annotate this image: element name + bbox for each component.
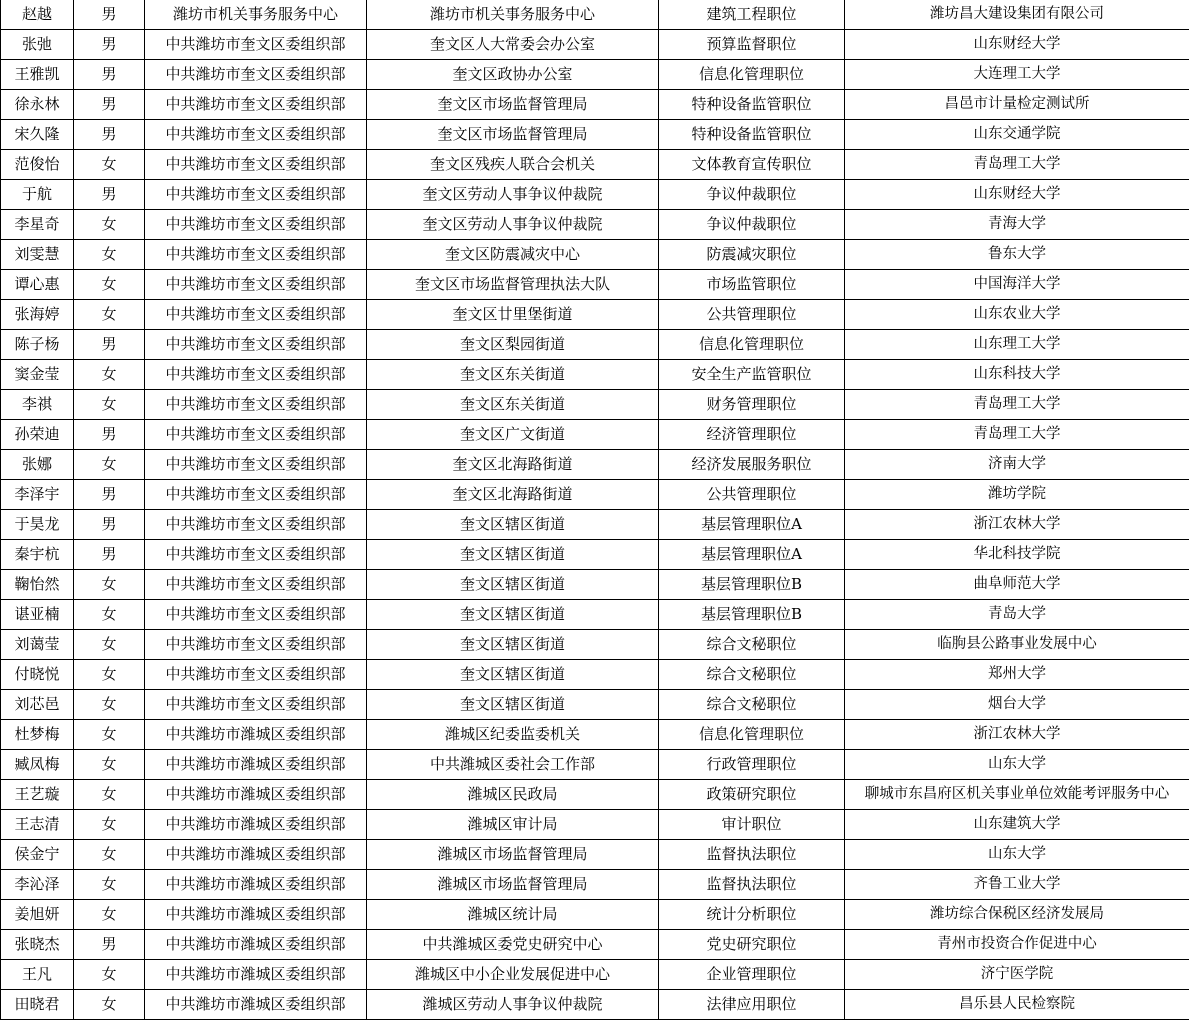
name-cell: 秦宇杭 bbox=[1, 540, 74, 570]
gender-cell: 女 bbox=[74, 450, 145, 480]
position-cell: 审计职位 bbox=[659, 810, 845, 840]
gender-cell: 女 bbox=[74, 720, 145, 750]
table-row bbox=[1, 960, 1189, 990]
organizer-cell: 中共潍坊市潍城区委组织部 bbox=[145, 840, 367, 870]
work-study-cell: 中国海洋大学 bbox=[845, 270, 1189, 300]
organizer-cell: 中共潍坊市奎文区委组织部 bbox=[145, 570, 367, 600]
table-body bbox=[1, 0, 1189, 1020]
unit-cell: 奎文区北海路街道 bbox=[367, 450, 659, 480]
gender-cell: 男 bbox=[74, 120, 145, 150]
unit-cell: 潍城区劳动人事争议仲裁院 bbox=[367, 990, 659, 1020]
unit-cell: 奎文区梨园街道 bbox=[367, 330, 659, 360]
organizer-cell: 中共潍坊市奎文区委组织部 bbox=[145, 690, 367, 720]
unit-cell: 奎文区辖区街道 bbox=[367, 600, 659, 630]
table-row bbox=[1, 30, 1189, 60]
organizer-cell: 中共潍坊市奎文区委组织部 bbox=[145, 450, 367, 480]
work-study-cell: 齐鲁工业大学 bbox=[845, 870, 1189, 900]
gender-cell: 男 bbox=[74, 0, 145, 30]
organizer-cell: 中共潍坊市潍城区委组织部 bbox=[145, 990, 367, 1020]
unit-cell: 奎文区北海路街道 bbox=[367, 480, 659, 510]
work-study-cell: 山东理工大学 bbox=[845, 330, 1189, 360]
name-cell: 张弛 bbox=[1, 30, 74, 60]
position-cell: 预算监督职位 bbox=[659, 30, 845, 60]
gender-cell: 女 bbox=[74, 960, 145, 990]
position-cell: 统计分析职位 bbox=[659, 900, 845, 930]
position-cell: 基层管理职位B bbox=[659, 600, 845, 630]
name-cell: 徐永林 bbox=[1, 90, 74, 120]
table-row bbox=[1, 840, 1189, 870]
position-cell: 公共管理职位 bbox=[659, 300, 845, 330]
name-cell: 王志清 bbox=[1, 810, 74, 840]
table-row bbox=[1, 630, 1189, 660]
unit-cell: 潍城区民政局 bbox=[367, 780, 659, 810]
organizer-cell: 中共潍坊市奎文区委组织部 bbox=[145, 330, 367, 360]
work-study-cell: 济宁医学院 bbox=[845, 960, 1189, 990]
name-cell: 张晓杰 bbox=[1, 930, 74, 960]
position-cell: 信息化管理职位 bbox=[659, 60, 845, 90]
position-cell: 综合文秘职位 bbox=[659, 690, 845, 720]
table-row bbox=[1, 540, 1189, 570]
position-cell: 监督执法职位 bbox=[659, 870, 845, 900]
gender-cell: 男 bbox=[74, 480, 145, 510]
name-cell: 刘雯慧 bbox=[1, 240, 74, 270]
unit-cell: 潍城区市场监督管理局 bbox=[367, 870, 659, 900]
organizer-cell: 中共潍坊市奎文区委组织部 bbox=[145, 150, 367, 180]
unit-cell: 奎文区辖区街道 bbox=[367, 540, 659, 570]
organizer-cell: 中共潍坊市潍城区委组织部 bbox=[145, 930, 367, 960]
work-study-cell: 青海大学 bbox=[845, 210, 1189, 240]
name-cell: 刘芯邑 bbox=[1, 690, 74, 720]
gender-cell: 女 bbox=[74, 300, 145, 330]
unit-cell: 奎文区辖区街道 bbox=[367, 690, 659, 720]
work-study-cell: 青岛理工大学 bbox=[845, 420, 1189, 450]
name-cell: 陈子杨 bbox=[1, 330, 74, 360]
name-cell: 于航 bbox=[1, 180, 74, 210]
table-row bbox=[1, 180, 1189, 210]
work-study-cell: 浙江农林大学 bbox=[845, 510, 1189, 540]
gender-cell: 女 bbox=[74, 360, 145, 390]
organizer-cell: 中共潍坊市潍城区委组织部 bbox=[145, 870, 367, 900]
gender-cell: 男 bbox=[74, 30, 145, 60]
table-row bbox=[1, 60, 1189, 90]
gender-cell: 男 bbox=[74, 930, 145, 960]
organizer-cell: 中共潍坊市奎文区委组织部 bbox=[145, 390, 367, 420]
name-cell: 杜梦梅 bbox=[1, 720, 74, 750]
organizer-cell: 中共潍坊市潍城区委组织部 bbox=[145, 720, 367, 750]
unit-cell: 奎文区东关街道 bbox=[367, 390, 659, 420]
organizer-cell: 中共潍坊市奎文区委组织部 bbox=[145, 510, 367, 540]
work-study-cell: 烟台大学 bbox=[845, 690, 1189, 720]
gender-cell: 女 bbox=[74, 810, 145, 840]
name-cell: 王雅凯 bbox=[1, 60, 74, 90]
table-row bbox=[1, 720, 1189, 750]
gender-cell: 女 bbox=[74, 660, 145, 690]
work-study-cell: 青岛理工大学 bbox=[845, 390, 1189, 420]
gender-cell: 男 bbox=[74, 180, 145, 210]
gender-cell: 女 bbox=[74, 990, 145, 1020]
table-row bbox=[1, 600, 1189, 630]
name-cell: 李沁泽 bbox=[1, 870, 74, 900]
unit-cell: 奎文区人大常委会办公室 bbox=[367, 30, 659, 60]
position-cell: 经济管理职位 bbox=[659, 420, 845, 450]
gender-cell: 男 bbox=[74, 510, 145, 540]
name-cell: 李星奇 bbox=[1, 210, 74, 240]
work-study-cell: 鲁东大学 bbox=[845, 240, 1189, 270]
organizer-cell: 中共潍坊市奎文区委组织部 bbox=[145, 240, 367, 270]
table-row bbox=[1, 420, 1189, 450]
table-row bbox=[1, 870, 1189, 900]
name-cell: 宋久隆 bbox=[1, 120, 74, 150]
position-cell: 基层管理职位B bbox=[659, 570, 845, 600]
gender-cell: 女 bbox=[74, 840, 145, 870]
table-row bbox=[1, 930, 1189, 960]
unit-cell: 潍城区审计局 bbox=[367, 810, 659, 840]
position-cell: 特种设备监管职位 bbox=[659, 120, 845, 150]
table-row bbox=[1, 900, 1189, 930]
name-cell: 谭心惠 bbox=[1, 270, 74, 300]
work-study-cell: 昌邑市计量检定测试所 bbox=[845, 90, 1189, 120]
work-study-cell: 聊城市东昌府区机关事业单位效能考评服务中心 bbox=[845, 780, 1189, 810]
gender-cell: 女 bbox=[74, 870, 145, 900]
unit-cell: 潍坊市机关事务服务中心 bbox=[367, 0, 659, 30]
table-row bbox=[1, 210, 1189, 240]
organizer-cell: 中共潍坊市奎文区委组织部 bbox=[145, 60, 367, 90]
unit-cell: 奎文区市场监督管理局 bbox=[367, 90, 659, 120]
unit-cell: 奎文区防震减灾中心 bbox=[367, 240, 659, 270]
name-cell: 王艺璇 bbox=[1, 780, 74, 810]
name-cell: 姜旭妍 bbox=[1, 900, 74, 930]
unit-cell: 潍城区纪委监委机关 bbox=[367, 720, 659, 750]
name-cell: 李泽宇 bbox=[1, 480, 74, 510]
position-cell: 争议仲裁职位 bbox=[659, 180, 845, 210]
gender-cell: 女 bbox=[74, 240, 145, 270]
unit-cell: 奎文区东关街道 bbox=[367, 360, 659, 390]
organizer-cell: 中共潍坊市奎文区委组织部 bbox=[145, 210, 367, 240]
unit-cell: 奎文区广文街道 bbox=[367, 420, 659, 450]
name-cell: 孙荣迪 bbox=[1, 420, 74, 450]
position-cell: 党史研究职位 bbox=[659, 930, 845, 960]
work-study-cell: 山东农业大学 bbox=[845, 300, 1189, 330]
table-row bbox=[1, 0, 1189, 30]
gender-cell: 男 bbox=[74, 330, 145, 360]
unit-cell: 奎文区劳动人事争议仲裁院 bbox=[367, 210, 659, 240]
organizer-cell: 中共潍坊市奎文区委组织部 bbox=[145, 300, 367, 330]
unit-cell: 奎文区残疾人联合会机关 bbox=[367, 150, 659, 180]
work-study-cell: 山东财经大学 bbox=[845, 30, 1189, 60]
position-cell: 综合文秘职位 bbox=[659, 630, 845, 660]
unit-cell: 潍城区统计局 bbox=[367, 900, 659, 930]
work-study-cell: 浙江农林大学 bbox=[845, 720, 1189, 750]
name-cell: 于昊龙 bbox=[1, 510, 74, 540]
table-row bbox=[1, 90, 1189, 120]
gender-cell: 男 bbox=[74, 540, 145, 570]
name-cell: 王凡 bbox=[1, 960, 74, 990]
work-study-cell: 山东大学 bbox=[845, 840, 1189, 870]
unit-cell: 奎文区辖区街道 bbox=[367, 510, 659, 540]
position-cell: 争议仲裁职位 bbox=[659, 210, 845, 240]
work-study-cell: 济南大学 bbox=[845, 450, 1189, 480]
position-cell: 信息化管理职位 bbox=[659, 330, 845, 360]
gender-cell: 女 bbox=[74, 390, 145, 420]
organizer-cell: 中共潍坊市潍城区委组织部 bbox=[145, 960, 367, 990]
position-cell: 财务管理职位 bbox=[659, 390, 845, 420]
gender-cell: 女 bbox=[74, 630, 145, 660]
gender-cell: 女 bbox=[74, 210, 145, 240]
organizer-cell: 中共潍坊市奎文区委组织部 bbox=[145, 540, 367, 570]
organizer-cell: 中共潍坊市潍城区委组织部 bbox=[145, 780, 367, 810]
unit-cell: 奎文区劳动人事争议仲裁院 bbox=[367, 180, 659, 210]
organizer-cell: 中共潍坊市潍城区委组织部 bbox=[145, 900, 367, 930]
unit-cell: 中共潍城区委党史研究中心 bbox=[367, 930, 659, 960]
unit-cell: 奎文区市场监督管理执法大队 bbox=[367, 270, 659, 300]
position-cell: 综合文秘职位 bbox=[659, 660, 845, 690]
name-cell: 臧凤梅 bbox=[1, 750, 74, 780]
organizer-cell: 中共潍坊市奎文区委组织部 bbox=[145, 120, 367, 150]
gender-cell: 女 bbox=[74, 900, 145, 930]
work-study-cell: 曲阜师范大学 bbox=[845, 570, 1189, 600]
unit-cell: 潍城区中小企业发展促进中心 bbox=[367, 960, 659, 990]
organizer-cell: 中共潍坊市奎文区委组织部 bbox=[145, 90, 367, 120]
work-study-cell: 潍坊综合保税区经济发展局 bbox=[845, 900, 1189, 930]
table-row bbox=[1, 510, 1189, 540]
organizer-cell: 潍坊市机关事务服务中心 bbox=[145, 0, 367, 30]
unit-cell: 潍城区市场监督管理局 bbox=[367, 840, 659, 870]
position-cell: 信息化管理职位 bbox=[659, 720, 845, 750]
work-study-cell: 山东交通学院 bbox=[845, 120, 1189, 150]
gender-cell: 男 bbox=[74, 60, 145, 90]
table-row bbox=[1, 780, 1189, 810]
unit-cell: 奎文区辖区街道 bbox=[367, 630, 659, 660]
table-row bbox=[1, 330, 1189, 360]
work-study-cell: 山东大学 bbox=[845, 750, 1189, 780]
unit-cell: 中共潍城区委社会工作部 bbox=[367, 750, 659, 780]
work-study-cell: 青岛大学 bbox=[845, 600, 1189, 630]
organizer-cell: 中共潍坊市奎文区委组织部 bbox=[145, 180, 367, 210]
work-study-cell: 潍坊昌大建设集团有限公司 bbox=[845, 0, 1189, 30]
gender-cell: 女 bbox=[74, 690, 145, 720]
position-cell: 法律应用职位 bbox=[659, 990, 845, 1020]
position-cell: 防震减灾职位 bbox=[659, 240, 845, 270]
position-cell: 公共管理职位 bbox=[659, 480, 845, 510]
position-cell: 文体教育宣传职位 bbox=[659, 150, 845, 180]
unit-cell: 奎文区市场监督管理局 bbox=[367, 120, 659, 150]
gender-cell: 女 bbox=[74, 780, 145, 810]
table-row bbox=[1, 690, 1189, 720]
work-study-cell: 昌乐县人民检察院 bbox=[845, 990, 1189, 1020]
organizer-cell: 中共潍坊市奎文区委组织部 bbox=[145, 30, 367, 60]
unit-cell: 奎文区廿里堡街道 bbox=[367, 300, 659, 330]
position-cell: 监督执法职位 bbox=[659, 840, 845, 870]
name-cell: 田晓君 bbox=[1, 990, 74, 1020]
organizer-cell: 中共潍坊市潍城区委组织部 bbox=[145, 810, 367, 840]
work-study-cell: 华北科技学院 bbox=[845, 540, 1189, 570]
table-row bbox=[1, 240, 1189, 270]
table-row bbox=[1, 120, 1189, 150]
name-cell: 张海婷 bbox=[1, 300, 74, 330]
table-row bbox=[1, 300, 1189, 330]
work-study-cell: 大连理工大学 bbox=[845, 60, 1189, 90]
gender-cell: 男 bbox=[74, 420, 145, 450]
name-cell: 范俊怡 bbox=[1, 150, 74, 180]
organizer-cell: 中共潍坊市奎文区委组织部 bbox=[145, 420, 367, 450]
name-cell: 谌亚楠 bbox=[1, 600, 74, 630]
table-row bbox=[1, 270, 1189, 300]
name-cell: 李祺 bbox=[1, 390, 74, 420]
table-row bbox=[1, 360, 1189, 390]
organizer-cell: 中共潍坊市潍城区委组织部 bbox=[145, 750, 367, 780]
position-cell: 基层管理职位A bbox=[659, 510, 845, 540]
table-row bbox=[1, 810, 1189, 840]
name-cell: 窦金莹 bbox=[1, 360, 74, 390]
organizer-cell: 中共潍坊市奎文区委组织部 bbox=[145, 480, 367, 510]
name-cell: 赵越 bbox=[1, 0, 74, 30]
organizer-cell: 中共潍坊市奎文区委组织部 bbox=[145, 630, 367, 660]
table-row bbox=[1, 390, 1189, 420]
name-cell: 鞠怡然 bbox=[1, 570, 74, 600]
position-cell: 经济发展服务职位 bbox=[659, 450, 845, 480]
position-cell: 企业管理职位 bbox=[659, 960, 845, 990]
table-row bbox=[1, 480, 1189, 510]
table-row bbox=[1, 750, 1189, 780]
work-study-cell: 临朐县公路事业发展中心 bbox=[845, 630, 1189, 660]
gender-cell: 男 bbox=[74, 90, 145, 120]
gender-cell: 女 bbox=[74, 150, 145, 180]
unit-cell: 奎文区辖区街道 bbox=[367, 660, 659, 690]
work-study-cell: 山东财经大学 bbox=[845, 180, 1189, 210]
gender-cell: 女 bbox=[74, 270, 145, 300]
table-row bbox=[1, 570, 1189, 600]
gender-cell: 女 bbox=[74, 750, 145, 780]
unit-cell: 奎文区辖区街道 bbox=[367, 570, 659, 600]
position-cell: 安全生产监管职位 bbox=[659, 360, 845, 390]
work-study-cell: 山东科技大学 bbox=[845, 360, 1189, 390]
organizer-cell: 中共潍坊市奎文区委组织部 bbox=[145, 360, 367, 390]
gender-cell: 女 bbox=[74, 600, 145, 630]
organizer-cell: 中共潍坊市奎文区委组织部 bbox=[145, 600, 367, 630]
position-cell: 建筑工程职位 bbox=[659, 0, 845, 30]
name-cell: 侯金宁 bbox=[1, 840, 74, 870]
work-study-cell: 郑州大学 bbox=[845, 660, 1189, 690]
organizer-cell: 中共潍坊市奎文区委组织部 bbox=[145, 270, 367, 300]
work-study-cell: 山东建筑大学 bbox=[845, 810, 1189, 840]
work-study-cell: 潍坊学院 bbox=[845, 480, 1189, 510]
work-study-cell: 青州市投资合作促进中心 bbox=[845, 930, 1189, 960]
gender-cell: 女 bbox=[74, 570, 145, 600]
work-study-cell: 青岛理工大学 bbox=[845, 150, 1189, 180]
unit-cell: 奎文区政协办公室 bbox=[367, 60, 659, 90]
table-row bbox=[1, 660, 1189, 690]
position-cell: 特种设备监管职位 bbox=[659, 90, 845, 120]
position-cell: 基层管理职位A bbox=[659, 540, 845, 570]
organizer-cell: 中共潍坊市奎文区委组织部 bbox=[145, 660, 367, 690]
name-cell: 付晓悦 bbox=[1, 660, 74, 690]
name-cell: 张娜 bbox=[1, 450, 74, 480]
table-row bbox=[1, 450, 1189, 480]
position-cell: 政策研究职位 bbox=[659, 780, 845, 810]
position-cell: 市场监管职位 bbox=[659, 270, 845, 300]
position-cell: 行政管理职位 bbox=[659, 750, 845, 780]
table-row bbox=[1, 150, 1189, 180]
table-row bbox=[1, 990, 1189, 1020]
name-cell: 刘蔼莹 bbox=[1, 630, 74, 660]
